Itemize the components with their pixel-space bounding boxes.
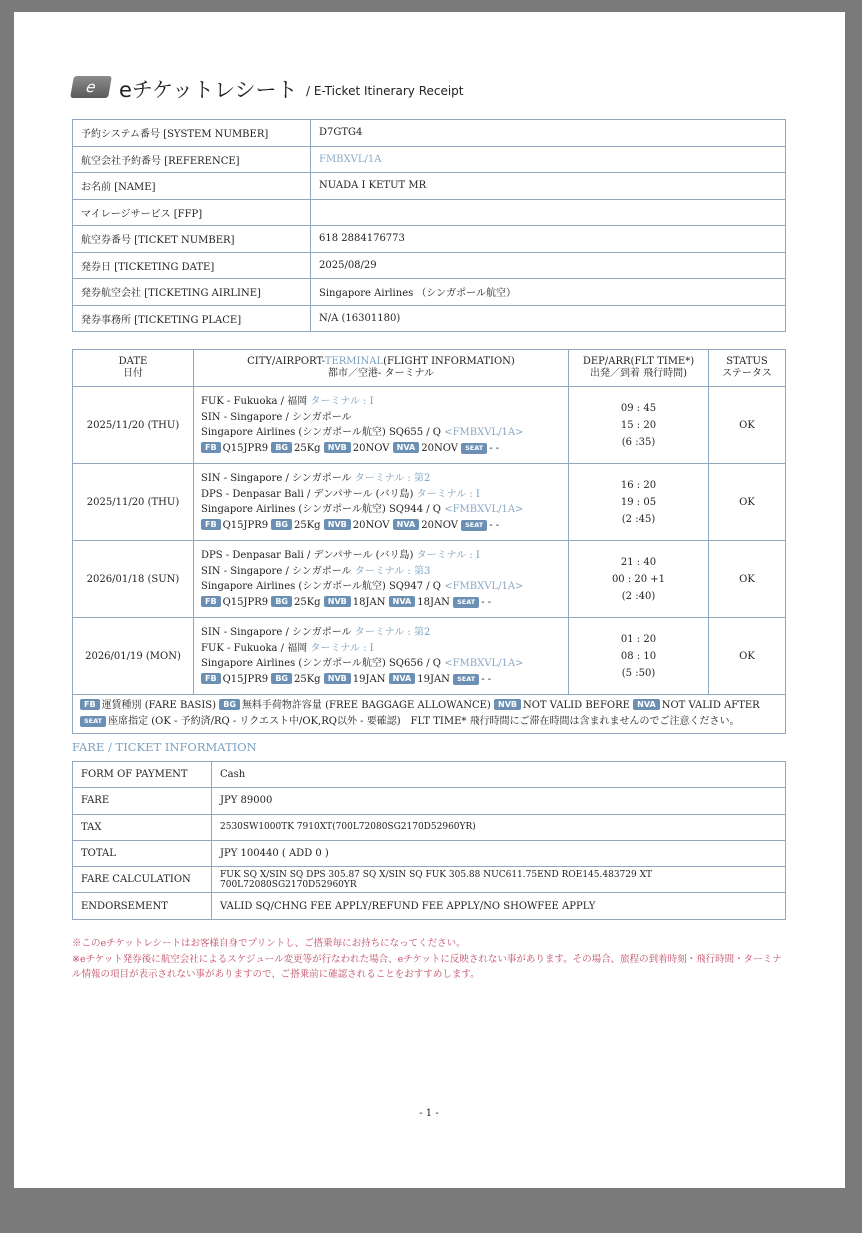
seat: - - — [481, 673, 492, 685]
flight-origin — [201, 394, 561, 410]
info-label: お名前 [NAME] — [73, 173, 311, 200]
fb-badge: FB — [201, 673, 221, 684]
page-number: - 1 - — [419, 1108, 439, 1119]
info-row — [73, 279, 786, 306]
title-row — [72, 74, 786, 106]
info-label: マイレージサービス [FFP] — [73, 199, 311, 226]
seat-badge: SEAT — [453, 597, 479, 608]
note-item: ※このeチケットレシートはお客様自身でプリントし、ご搭乗毎にお持ちになってください。 — [72, 938, 466, 949]
nva-badge: NVA — [389, 596, 416, 607]
info-label: 発券航空会社 [TICKETING AIRLINE] — [73, 279, 311, 306]
nvb-badge: NVB — [324, 673, 351, 684]
bg-badge: BG — [271, 596, 292, 607]
flight-number: Singapore Airlines (シンガポール航空) SQ944 / Q — [201, 504, 442, 515]
departure-time: 09 : 45 — [620, 402, 657, 414]
not-valid-after: 19JAN — [417, 673, 450, 685]
info-row — [73, 146, 786, 173]
deparr-header-en: DEP/ARR(FLT TIME*) — [582, 356, 695, 367]
flight-info — [194, 541, 569, 618]
nvb-badge: NVB — [324, 596, 351, 607]
flight-carrier — [201, 502, 561, 518]
nva-badge: NVA — [393, 519, 420, 530]
nvb-description: NOT VALID BEFORE — [522, 700, 630, 711]
destination-city: SIN - Singapore / シンガポール — [201, 411, 352, 423]
origin-terminal: ターミナル : 第2 — [354, 627, 431, 638]
fb-badge: FB — [201, 596, 221, 607]
fare-info-table — [72, 761, 786, 920]
info-row — [73, 226, 786, 253]
destination-city: FUK - Fukuoka / 福岡 — [201, 642, 308, 654]
fb-badge: FB — [201, 519, 221, 530]
flight-number: Singapore Airlines (シンガポール航空) SQ656 / Q — [201, 658, 442, 669]
flight-status: OK — [709, 387, 786, 464]
info-label: 予約システム番号 [SYSTEM NUMBER] — [73, 120, 311, 147]
status-header-jp: ステータス — [722, 368, 772, 379]
legend-line-2 — [80, 714, 778, 730]
flight-reference: <FMBXVL/1A> — [444, 427, 524, 438]
flight-times — [569, 541, 709, 618]
flight-duration: (2 :40) — [621, 590, 656, 602]
seat: - - — [481, 596, 492, 608]
nva-badge: NVA — [393, 442, 420, 453]
status-header-en: STATUS — [726, 356, 768, 367]
fare-row — [73, 788, 786, 814]
date-column-header — [73, 350, 194, 387]
flight-row — [73, 387, 786, 464]
nva-description: NOT VALID AFTER — [661, 700, 760, 711]
fb-badge: FB — [201, 442, 221, 453]
flight-times — [569, 387, 709, 464]
info-row — [73, 305, 786, 332]
info-row — [73, 120, 786, 147]
page-subtitle: / E-Ticket Itinerary Receipt — [306, 84, 464, 98]
info-label: 航空券番号 [TICKET NUMBER] — [73, 226, 311, 253]
fare-row — [73, 840, 786, 866]
fare-value: 2530SW1000TK 7910XT(700L72080SG2170D52960YR) — [212, 814, 786, 840]
flight-destination — [201, 410, 561, 426]
flight-row — [73, 464, 786, 541]
status-column-header — [709, 350, 786, 387]
flight-row — [73, 541, 786, 618]
fare-section-heading: FARE / TICKET INFORMATION — [72, 740, 257, 754]
flight-status: OK — [709, 464, 786, 541]
departure-time: 21 : 40 — [620, 556, 657, 568]
flight-status: OK — [709, 541, 786, 618]
destination-city: SIN - Singapore / シンガポール — [201, 565, 352, 577]
info-value: FMBXVL/1A — [311, 146, 786, 173]
fare-value: FUK SQ X/SIN SQ DPS 305.87 SQ X/SIN SQ FUK 305.88 NUC611.75END ROE145.483729 XT 700L72080SG2170D52960YR — [212, 867, 786, 893]
flight-carrier — [201, 579, 561, 595]
fare-basis: Q15JPR9 — [222, 673, 269, 685]
flight-info — [194, 387, 569, 464]
fare-basis: Q15JPR9 — [222, 519, 269, 531]
flight-origin — [201, 625, 561, 641]
flight-number: Singapore Airlines (シンガポール航空) SQ655 / Q — [201, 427, 442, 438]
booking-info-table — [72, 119, 786, 332]
flight-duration: (5 :50) — [621, 667, 656, 679]
flight-reference: <FMBXVL/1A> — [444, 504, 524, 515]
info-value: 618 2884176773 — [311, 226, 786, 253]
info-row — [73, 199, 786, 226]
badge-legend — [73, 695, 786, 734]
flight-date: 2026/01/18 (SUN) — [73, 541, 194, 618]
flight-status: OK — [709, 618, 786, 695]
origin-city: SIN - Singapore / シンガポール — [201, 627, 352, 638]
flight-reference: <FMBXVL/1A> — [444, 658, 524, 669]
baggage: 25Kg — [293, 442, 321, 454]
origin-city: DPS - Denpasar Bali / デンパサール (バリ島) — [201, 550, 414, 561]
flight-row — [73, 618, 786, 695]
flight-number: Singapore Airlines (シンガポール航空) SQ947 / Q — [201, 581, 442, 592]
fare-row — [73, 814, 786, 840]
page-title: eチケットレシート — [119, 78, 298, 102]
flight-info — [194, 464, 569, 541]
bg-badge: BG — [271, 673, 292, 684]
flight-times — [569, 464, 709, 541]
fare-label: TOTAL — [73, 840, 212, 866]
bg-badge: BG — [219, 699, 240, 710]
fare-value: VALID SQ/CHNG FEE APPLY/REFUND FEE APPLY/NO SHOWFEE APPLY — [212, 893, 786, 919]
flight-origin — [201, 548, 561, 564]
fare-label: TAX — [73, 814, 212, 840]
receipt-page — [14, 12, 845, 1188]
flight-date: 2025/11/20 (THU) — [73, 387, 194, 464]
origin-city: FUK - Fukuoka / 福岡 — [201, 396, 308, 407]
seat-description: 座席指定 (OK - 予約済/RQ - リクエスト中/OK,RQ以外 - 要確認) FLT TIME* 飛行時間にご滞在時間は含まれませんのでご注意ください。 — [108, 716, 740, 727]
nva-badge: NVA — [389, 673, 416, 684]
flight-times — [569, 618, 709, 695]
notes — [72, 936, 786, 983]
flight-destination — [201, 564, 561, 580]
flight-duration: (6 :35) — [621, 436, 656, 448]
deparr-header-jp: 出発／到着 飛行時間) — [589, 368, 688, 379]
info-value: 2025/08/29 — [311, 252, 786, 279]
info-value — [311, 199, 786, 226]
bg-description: 無料手荷物許容量 (FREE BAGGAGE ALLOWANCE) — [241, 700, 491, 711]
arrival-time: 19 : 05 — [620, 496, 657, 508]
fare-row — [73, 762, 786, 788]
info-value: NUADA I KETUT MR — [311, 173, 786, 200]
fare-basis: Q15JPR9 — [222, 442, 269, 454]
city-header-post: (FLIGHT INFORMATION) — [383, 356, 515, 367]
flight-info — [194, 618, 569, 695]
fare-value: JPY 100440 ( ADD 0 ) — [212, 840, 786, 866]
seat-badge: SEAT — [461, 520, 487, 531]
eticket-logo-icon: e — [70, 76, 112, 98]
info-value: N/A (16301180) — [311, 305, 786, 332]
info-value: D7GTG4 — [311, 120, 786, 147]
info-label: 発券事務所 [TICKETING PLACE] — [73, 305, 311, 332]
origin-terminal: ターミナル : 第2 — [354, 473, 431, 484]
deparr-column-header — [569, 350, 709, 387]
flight-fare-details — [201, 595, 561, 611]
date-header-jp: 日付 — [123, 368, 143, 379]
fare-label: FARE CALCULATION — [73, 867, 212, 893]
nvb-badge: NVB — [324, 519, 351, 530]
nvb-badge: NVB — [324, 442, 351, 453]
baggage: 25Kg — [293, 596, 321, 608]
flight-fare-details — [201, 518, 561, 534]
legend-row — [73, 695, 786, 734]
itinerary-header-row — [73, 350, 786, 387]
fare-basis: Q15JPR9 — [222, 596, 269, 608]
flight-duration: (2 :45) — [621, 513, 656, 525]
departure-time: 01 : 20 — [620, 633, 657, 645]
flight-date: 2026/01/19 (MON) — [73, 618, 194, 695]
bg-badge: BG — [271, 442, 292, 453]
fare-label: ENDORSEMENT — [73, 893, 212, 919]
fb-badge: FB — [80, 699, 100, 710]
flight-fare-details — [201, 672, 561, 688]
flight-destination — [201, 487, 561, 503]
fare-value: JPY 89000 — [212, 788, 786, 814]
origin-city: SIN - Singapore / シンガポール — [201, 473, 352, 484]
flight-reference: <FMBXVL/1A> — [444, 581, 524, 592]
fare-row — [73, 893, 786, 919]
fb-description: 運賃種別 (FARE BASIS) — [101, 700, 217, 711]
destination-terminal: ターミナル : I — [310, 642, 374, 654]
seat-badge: SEAT — [461, 443, 487, 454]
not-valid-before: 19JAN — [352, 673, 386, 685]
seat-badge: SEAT — [453, 674, 479, 685]
fare-value: Cash — [212, 762, 786, 788]
city-header-terminal: TERMINAL — [324, 356, 384, 367]
info-label: 航空会社予約番号 [REFERENCE] — [73, 146, 311, 173]
fare-label: FARE — [73, 788, 212, 814]
flight-date: 2025/11/20 (THU) — [73, 464, 194, 541]
not-valid-after: 18JAN — [417, 596, 450, 608]
destination-city: DPS - Denpasar Bali / デンパサール (バリ島) — [201, 488, 414, 500]
origin-terminal: ターミナル : I — [416, 550, 480, 561]
not-valid-after: 20NOV — [421, 519, 458, 531]
info-label: 発券日 [TICKETING DATE] — [73, 252, 311, 279]
note-item: ※eチケット発券後に航空会社によるスケジュール変更等が行なわれた場合、eチケットに反映されない事があります。その場合、旅程の到着時刻・飛行時間・ターミナル情報の項目が表示されない事がありますので、ご搭乗前に確認されることをおすすめします。 — [72, 953, 782, 980]
info-value: Singapore Airlines （シンガポール航空） — [311, 279, 786, 306]
origin-terminal: ターミナル : I — [310, 396, 374, 407]
info-row — [73, 252, 786, 279]
baggage: 25Kg — [293, 519, 321, 531]
flight-origin — [201, 471, 561, 487]
arrival-time: 15 : 20 — [620, 419, 657, 431]
nvb-badge: NVB — [494, 699, 521, 710]
info-row — [73, 173, 786, 200]
arrival-time: 00 : 20 +1 — [611, 573, 666, 585]
not-valid-before: 18JAN — [352, 596, 386, 608]
flight-destination — [201, 641, 561, 657]
destination-terminal: ターミナル : 第3 — [354, 565, 431, 577]
city-header-jp: 都市／空港- ターミナル — [327, 368, 435, 379]
flight-carrier — [201, 425, 561, 441]
flight-fare-details — [201, 441, 561, 457]
arrival-time: 08 : 10 — [620, 650, 657, 662]
city-header-pre: CITY/AIRPORT- — [247, 356, 325, 367]
bg-badge: BG — [271, 519, 292, 530]
not-valid-before: 20NOV — [352, 442, 390, 454]
date-header-en: DATE — [118, 356, 148, 367]
nva-badge: NVA — [633, 699, 660, 710]
fare-label: FORM OF PAYMENT — [73, 762, 212, 788]
flight-carrier — [201, 656, 561, 672]
not-valid-before: 20NOV — [352, 519, 390, 531]
seat-badge: SEAT — [80, 716, 106, 727]
not-valid-after: 20NOV — [421, 442, 458, 454]
baggage: 25Kg — [293, 673, 321, 685]
departure-time: 16 : 20 — [620, 479, 657, 491]
seat: - - — [489, 442, 500, 454]
itinerary-table — [72, 349, 786, 734]
seat: - - — [489, 519, 500, 531]
fare-row — [73, 867, 786, 893]
legend-line-1 — [80, 698, 778, 714]
city-column-header — [194, 350, 569, 387]
destination-terminal: ターミナル : I — [416, 488, 480, 500]
